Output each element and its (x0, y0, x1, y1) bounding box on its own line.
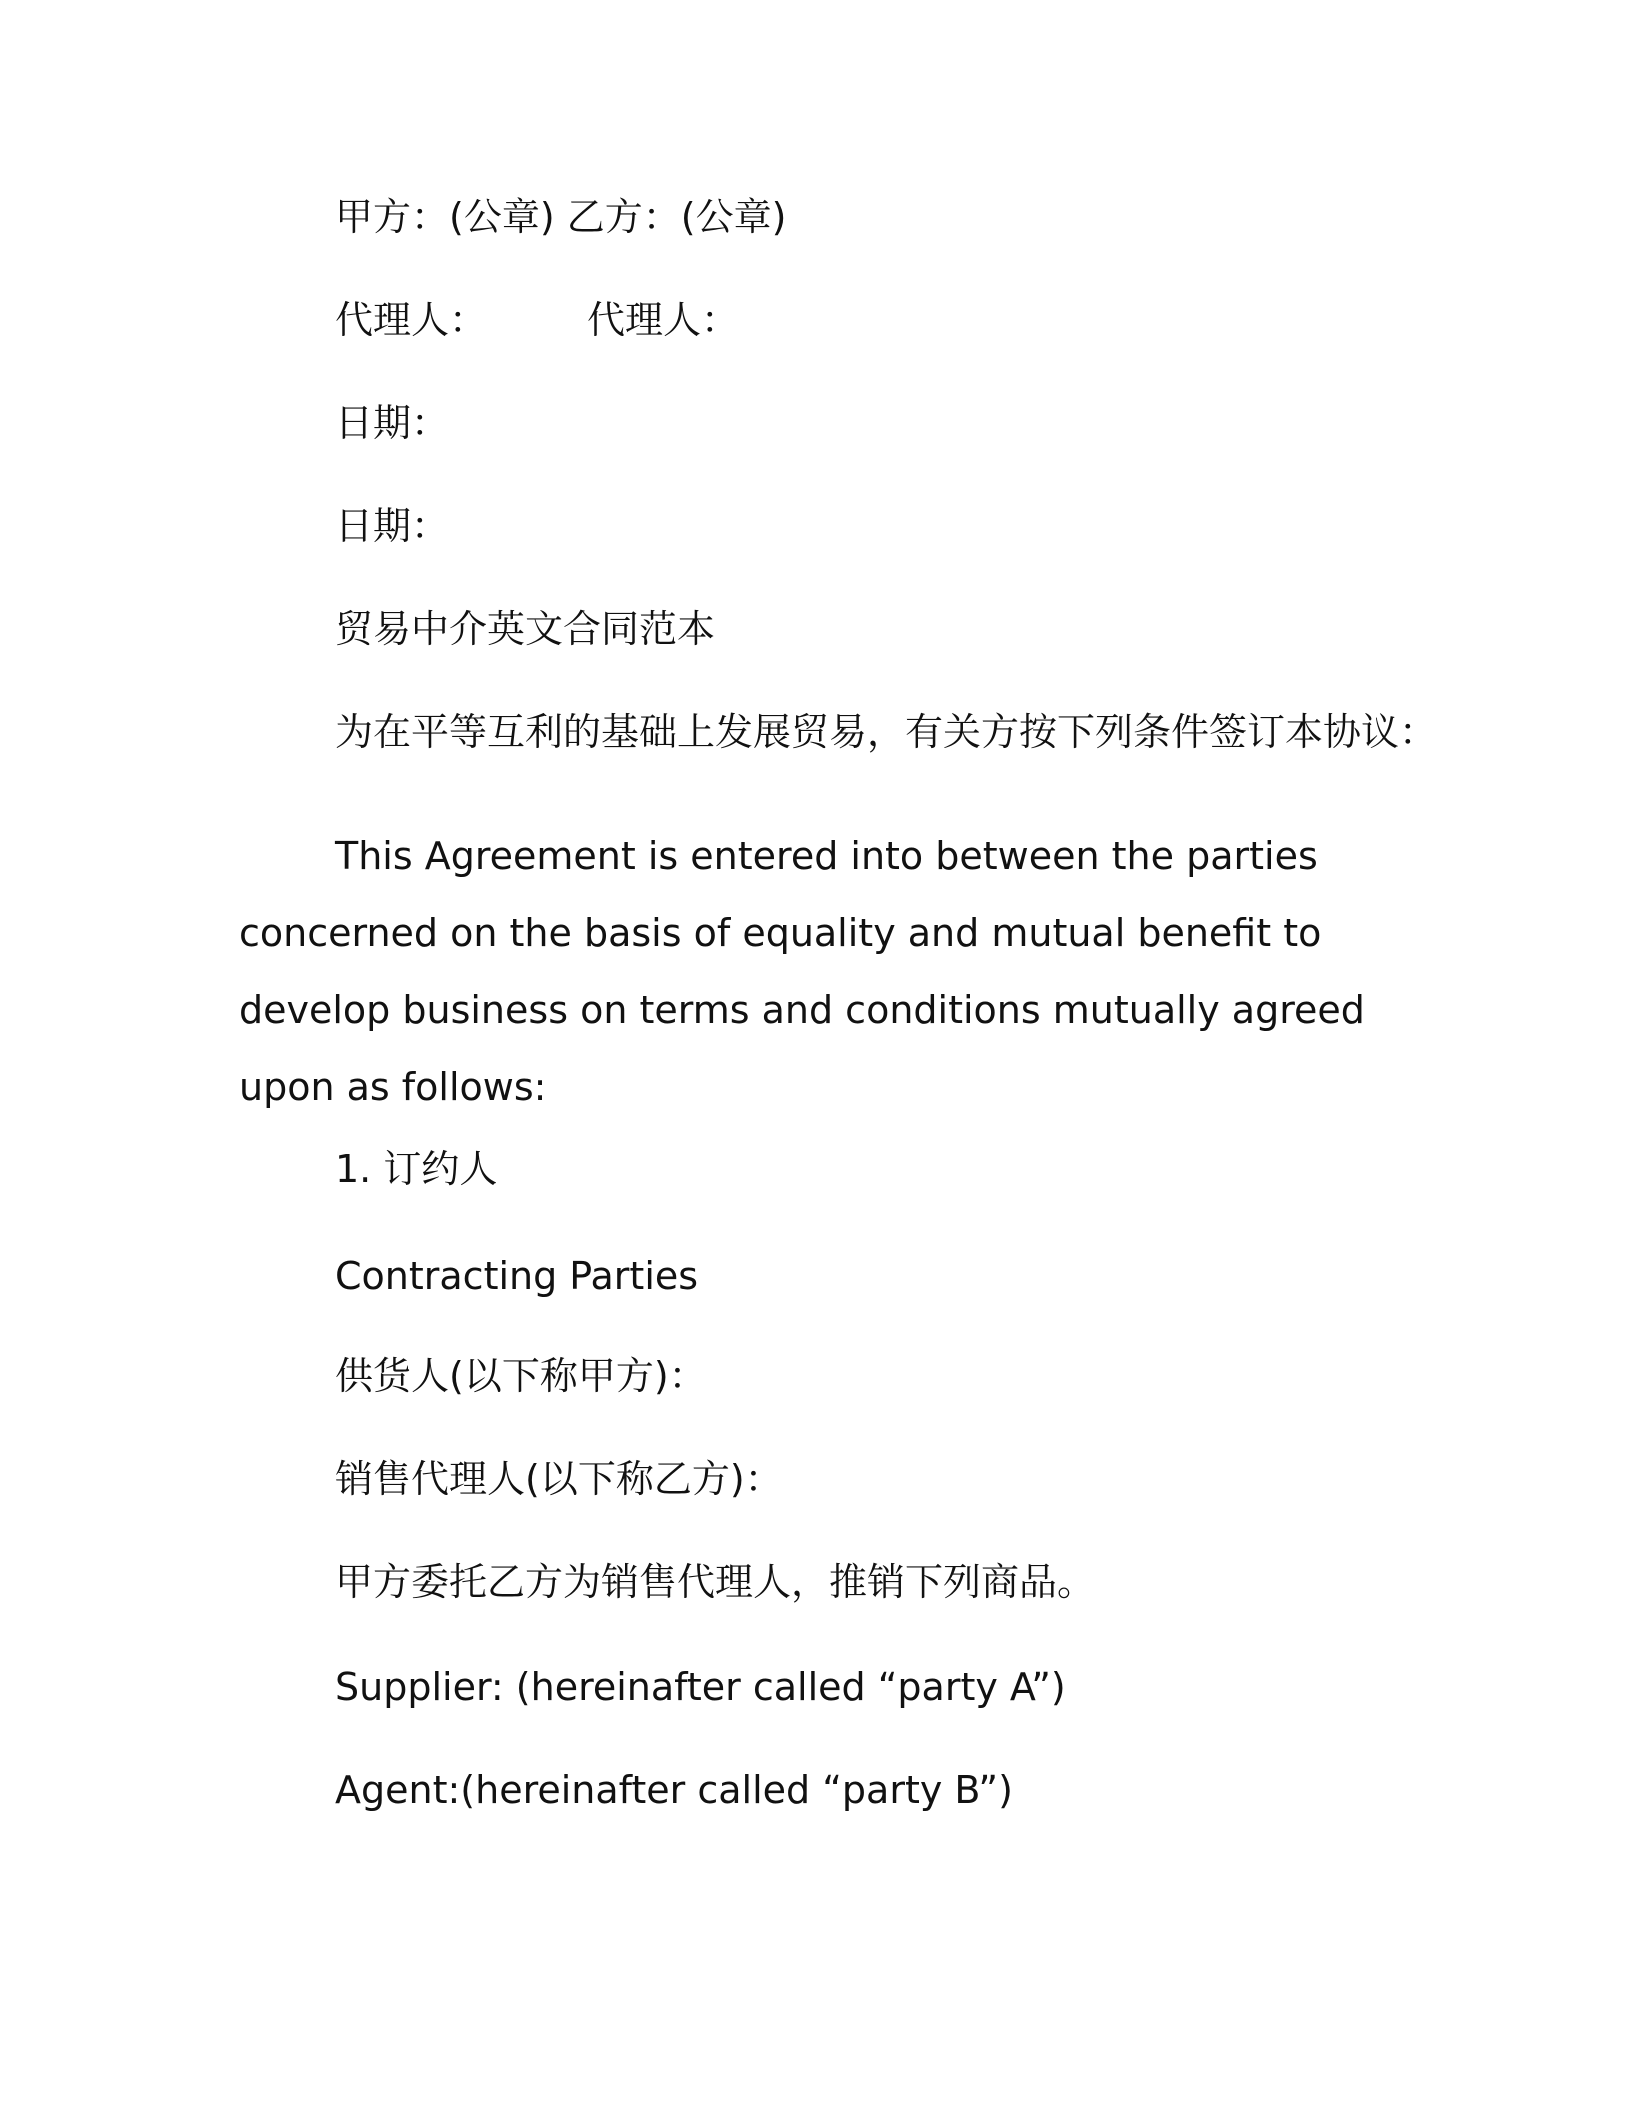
section1-heading-en: Contracting Parties (335, 1254, 699, 1298)
agent-en: Agent:(hereinafter called “party B”) (335, 1768, 1013, 1812)
entrust-cn: 甲方委托乙方为销售代理人，推销下列商品。 (335, 1560, 1096, 1604)
seal-line (335, 195, 787, 239)
date-label-2: 日期： (335, 504, 450, 548)
document-title: 贸易中介英文合同范本 (335, 607, 716, 651)
party-a-seal: 甲方：(公章) (335, 195, 555, 239)
agent-b-label: 代理人： (587, 298, 740, 342)
supplier-cn: 供货人(以下称甲方)： (335, 1354, 707, 1398)
party-b-seal: 乙方：(公章) (566, 195, 787, 239)
supplier-en: Supplier: (hereinafter called “party A”) (335, 1665, 1066, 1709)
intro-cn: 为在平等互利的基础上发展贸易，有关方按下列条件签订本协议： (335, 710, 1438, 754)
agent-line (335, 298, 740, 342)
section1-heading-cn: 1. 订约人 (335, 1147, 498, 1191)
agent-a-label: 代理人： (335, 298, 488, 342)
agent-cn: 销售代理人(以下称乙方)： (335, 1457, 783, 1501)
date-label-1: 日期： (335, 401, 450, 445)
intro-en: This Agreement is entered into between the parties concerned on the basis of equality and mutual benefit to develop business on terms and conditions mutually agreed upon as follows: (239, 834, 1365, 1109)
